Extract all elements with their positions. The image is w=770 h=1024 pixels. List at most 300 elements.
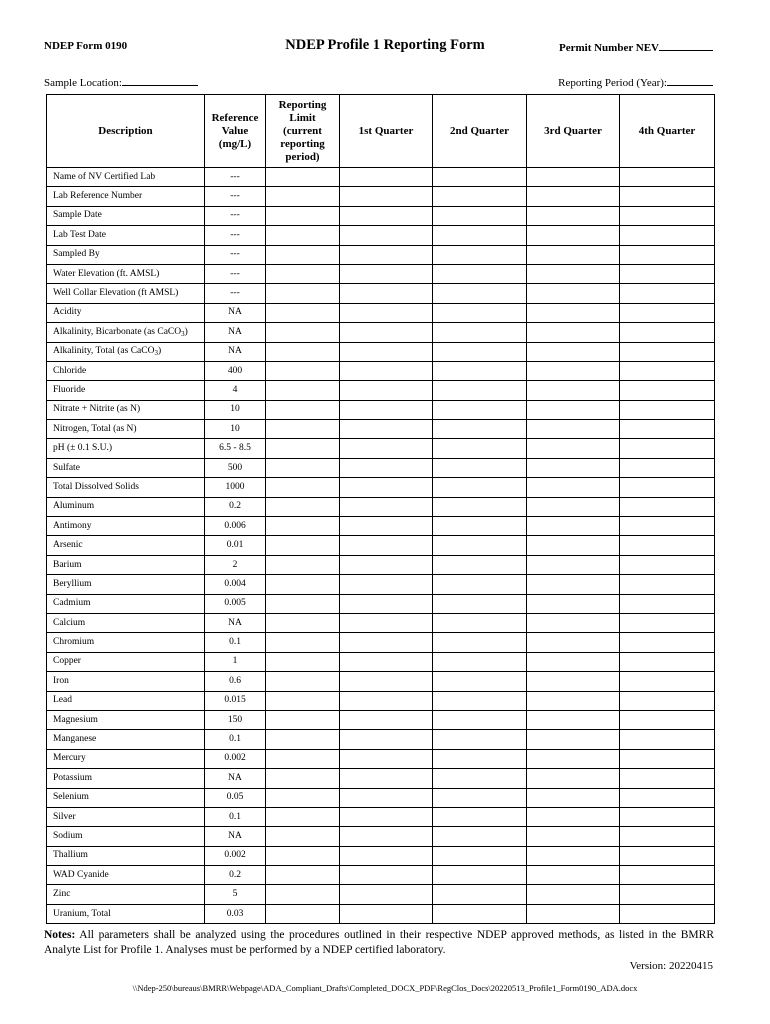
sample-location <box>44 75 198 89</box>
row-q2-cell[interactable] <box>433 807 527 826</box>
row-description-text: Beryllium <box>53 578 92 589</box>
row-q3-cell[interactable] <box>527 827 620 846</box>
row-reference-value: 1000 <box>205 478 266 497</box>
row-q2-cell[interactable] <box>433 555 527 574</box>
row-q1-cell[interactable] <box>340 904 433 923</box>
row-q1-cell[interactable] <box>340 226 433 245</box>
row-q2-cell[interactable] <box>433 381 527 400</box>
row-q1-cell[interactable] <box>340 613 433 632</box>
col-reporting-limit <box>266 95 340 168</box>
row-reporting-limit-cell[interactable] <box>266 400 340 419</box>
table-row <box>47 613 715 632</box>
row-q4-cell[interactable] <box>620 904 715 923</box>
row-q3-cell[interactable] <box>527 555 620 574</box>
row-q4-cell[interactable] <box>620 885 715 904</box>
row-reporting-limit-cell[interactable] <box>266 710 340 729</box>
row-q1-cell[interactable] <box>340 788 433 807</box>
row-q1-cell[interactable] <box>340 206 433 225</box>
row-reporting-limit-cell[interactable] <box>266 633 340 652</box>
row-q3-cell[interactable] <box>527 245 620 264</box>
col-q2: 2nd Quarter <box>433 95 527 168</box>
row-q4-cell[interactable] <box>620 439 715 458</box>
row-q2-cell[interactable] <box>433 691 527 710</box>
row-description <box>47 594 205 613</box>
row-q4-cell[interactable] <box>620 226 715 245</box>
row-description-text: Fluoride <box>53 384 86 395</box>
table-row <box>47 827 715 846</box>
row-q1-cell[interactable] <box>340 594 433 613</box>
row-q3-cell[interactable] <box>527 807 620 826</box>
row-q3-cell[interactable] <box>527 691 620 710</box>
row-q3-cell[interactable] <box>527 284 620 303</box>
row-q1-cell[interactable] <box>340 439 433 458</box>
row-description <box>47 420 205 439</box>
col-q3: 3rd Quarter <box>527 95 620 168</box>
col-reference-value-label: Reference Value (mg/L) <box>211 111 259 150</box>
row-reference-value: 0.01 <box>205 536 266 555</box>
row-reporting-limit-cell[interactable] <box>266 206 340 225</box>
row-q1-cell[interactable] <box>340 672 433 691</box>
row-q1-cell[interactable] <box>340 400 433 419</box>
row-description <box>47 458 205 477</box>
row-reporting-limit-cell[interactable] <box>266 458 340 477</box>
row-reporting-limit-cell[interactable] <box>266 904 340 923</box>
table-row <box>47 904 715 923</box>
row-description-text: Iron <box>53 675 69 686</box>
row-q4-cell[interactable] <box>620 769 715 788</box>
row-q2-cell[interactable] <box>433 866 527 885</box>
row-q4-cell[interactable] <box>620 303 715 322</box>
row-reporting-limit-cell[interactable] <box>266 672 340 691</box>
row-q3-cell[interactable] <box>527 458 620 477</box>
row-reporting-limit-cell[interactable] <box>266 323 340 342</box>
table-row <box>47 497 715 516</box>
row-q2-cell[interactable] <box>433 226 527 245</box>
row-q4-cell[interactable] <box>620 788 715 807</box>
row-q1-cell[interactable] <box>340 323 433 342</box>
permit-number <box>559 40 713 54</box>
row-q1-cell[interactable] <box>340 303 433 322</box>
row-q1-cell[interactable] <box>340 284 433 303</box>
row-q2-cell[interactable] <box>433 730 527 749</box>
row-description <box>47 361 205 380</box>
row-description <box>47 226 205 245</box>
row-description-text: Well Collar Elevation (ft AMSL) <box>53 288 179 299</box>
table-row <box>47 652 715 671</box>
row-reporting-limit-cell[interactable] <box>266 730 340 749</box>
row-q4-cell[interactable] <box>620 342 715 361</box>
row-q1-cell[interactable] <box>340 710 433 729</box>
row-q4-cell[interactable] <box>620 245 715 264</box>
row-q3-cell[interactable] <box>527 206 620 225</box>
row-reporting-limit-cell[interactable] <box>266 846 340 865</box>
row-q2-cell[interactable] <box>433 633 527 652</box>
row-q1-cell[interactable] <box>340 769 433 788</box>
table-row <box>47 846 715 865</box>
row-q4-cell[interactable] <box>620 323 715 342</box>
row-q4-cell[interactable] <box>620 710 715 729</box>
row-q3-cell[interactable] <box>527 575 620 594</box>
sample-location-label: Sample Location: <box>44 77 122 89</box>
row-q4-cell[interactable] <box>620 381 715 400</box>
row-description <box>47 575 205 594</box>
row-description <box>47 885 205 904</box>
col-reference-value <box>205 95 266 168</box>
row-reporting-limit-cell[interactable] <box>266 575 340 594</box>
row-q2-cell[interactable] <box>433 575 527 594</box>
row-q3-cell[interactable] <box>527 613 620 632</box>
row-reference-value: 500 <box>205 458 266 477</box>
row-q1-cell[interactable] <box>340 749 433 768</box>
col-q1: 1st Quarter <box>340 95 433 168</box>
row-description <box>47 400 205 419</box>
table-row <box>47 575 715 594</box>
row-q4-cell[interactable] <box>620 478 715 497</box>
row-reporting-limit-cell[interactable] <box>266 594 340 613</box>
row-q1-cell[interactable] <box>340 652 433 671</box>
row-q4-cell[interactable] <box>620 730 715 749</box>
row-reporting-limit-cell[interactable] <box>266 439 340 458</box>
row-q2-cell[interactable] <box>433 303 527 322</box>
row-reporting-limit-cell[interactable] <box>266 245 340 264</box>
row-q1-cell[interactable] <box>340 827 433 846</box>
row-q4-cell[interactable] <box>620 691 715 710</box>
row-q4-cell[interactable] <box>620 420 715 439</box>
row-q3-cell[interactable] <box>527 769 620 788</box>
row-reporting-limit-cell[interactable] <box>266 168 340 187</box>
row-q3-cell[interactable] <box>527 400 620 419</box>
row-q3-cell[interactable] <box>527 439 620 458</box>
row-q1-cell[interactable] <box>340 245 433 264</box>
row-q3-cell[interactable] <box>527 420 620 439</box>
table-row <box>47 885 715 904</box>
row-q2-cell[interactable] <box>433 420 527 439</box>
row-q1-cell[interactable] <box>340 478 433 497</box>
row-description <box>47 439 205 458</box>
row-q3-cell[interactable] <box>527 652 620 671</box>
row-description <box>47 866 205 885</box>
table-row <box>47 187 715 206</box>
row-reference-value: 0.015 <box>205 691 266 710</box>
row-reporting-limit-cell[interactable] <box>266 264 340 283</box>
row-q4-cell[interactable] <box>620 866 715 885</box>
row-reporting-limit-cell[interactable] <box>266 691 340 710</box>
row-q3-cell[interactable] <box>527 749 620 768</box>
row-q1-cell[interactable] <box>340 691 433 710</box>
row-reference-value: --- <box>205 206 266 225</box>
row-reference-value: 0.005 <box>205 594 266 613</box>
row-q2-cell[interactable] <box>433 245 527 264</box>
row-q4-cell[interactable] <box>620 652 715 671</box>
row-reporting-limit-cell[interactable] <box>266 303 340 322</box>
row-reference-value: 0.05 <box>205 788 266 807</box>
row-q3-cell[interactable] <box>527 788 620 807</box>
reporting-period <box>558 75 713 89</box>
row-q4-cell[interactable] <box>620 807 715 826</box>
row-q2-cell[interactable] <box>433 439 527 458</box>
table-row <box>47 458 715 477</box>
row-description <box>47 168 205 187</box>
row-q1-cell[interactable] <box>340 536 433 555</box>
row-q3-cell[interactable] <box>527 226 620 245</box>
table-row <box>47 226 715 245</box>
row-q1-cell[interactable] <box>340 575 433 594</box>
row-reporting-limit-cell[interactable] <box>266 187 340 206</box>
row-q4-cell[interactable] <box>620 613 715 632</box>
row-q4-cell[interactable] <box>620 264 715 283</box>
row-q3-cell[interactable] <box>527 264 620 283</box>
row-q1-cell[interactable] <box>340 730 433 749</box>
row-q1-cell[interactable] <box>340 517 433 536</box>
row-q4-cell[interactable] <box>620 361 715 380</box>
row-q2-cell[interactable] <box>433 284 527 303</box>
row-description-text: Manganese <box>53 734 97 745</box>
row-reference-value: 10 <box>205 400 266 419</box>
row-q2-cell[interactable] <box>433 478 527 497</box>
row-q4-cell[interactable] <box>620 827 715 846</box>
permit-number-field[interactable] <box>659 40 713 51</box>
row-q1-cell[interactable] <box>340 342 433 361</box>
row-reporting-limit-cell[interactable] <box>266 536 340 555</box>
row-q3-cell[interactable] <box>527 536 620 555</box>
row-description-text: Calcium <box>53 617 86 628</box>
row-q2-cell[interactable] <box>433 788 527 807</box>
row-reference-value: --- <box>205 284 266 303</box>
row-q4-cell[interactable] <box>620 575 715 594</box>
sample-location-field[interactable] <box>122 75 198 86</box>
row-q3-cell[interactable] <box>527 381 620 400</box>
row-description <box>47 769 205 788</box>
row-q2-cell[interactable] <box>433 187 527 206</box>
row-reporting-limit-cell[interactable] <box>266 885 340 904</box>
row-q2-cell[interactable] <box>433 904 527 923</box>
row-description <box>47 381 205 400</box>
row-description <box>47 245 205 264</box>
row-q3-cell[interactable] <box>527 303 620 322</box>
row-reference-value: --- <box>205 168 266 187</box>
row-reference-value: 0.1 <box>205 730 266 749</box>
row-q2-cell[interactable] <box>433 497 527 516</box>
row-q1-cell[interactable] <box>340 555 433 574</box>
row-reference-value: 0.004 <box>205 575 266 594</box>
row-q3-cell[interactable] <box>527 168 620 187</box>
row-q4-cell[interactable] <box>620 594 715 613</box>
row-q2-cell[interactable] <box>433 323 527 342</box>
row-q3-cell[interactable] <box>527 517 620 536</box>
row-q3-cell[interactable] <box>527 323 620 342</box>
table-row <box>47 749 715 768</box>
row-q2-cell[interactable] <box>433 264 527 283</box>
row-reference-value: 5 <box>205 885 266 904</box>
row-q2-cell[interactable] <box>433 749 527 768</box>
row-q2-cell[interactable] <box>433 885 527 904</box>
row-reporting-limit-cell[interactable] <box>266 827 340 846</box>
row-q4-cell[interactable] <box>620 633 715 652</box>
row-q2-cell[interactable] <box>433 710 527 729</box>
row-description-suffix: ) <box>157 346 162 357</box>
row-q3-cell[interactable] <box>527 478 620 497</box>
row-description-text: Barium <box>53 559 82 570</box>
row-description <box>47 730 205 749</box>
notes-text: All parameters shall be analyzed using the procedures outlined in their respective NDEP approved methods, as listed in the BMRR Analyte List for Profile 1. Analyses must be performed by a NDEP certified laboratory. <box>44 929 714 956</box>
row-q1-cell[interactable] <box>340 187 433 206</box>
row-q3-cell[interactable] <box>527 342 620 361</box>
row-q1-cell[interactable] <box>340 381 433 400</box>
row-q2-cell[interactable] <box>433 361 527 380</box>
row-q2-cell[interactable] <box>433 536 527 555</box>
table-row <box>47 866 715 885</box>
row-reference-value: 10 <box>205 420 266 439</box>
row-reference-value: --- <box>205 226 266 245</box>
row-reporting-limit-cell[interactable] <box>266 652 340 671</box>
table-row <box>47 381 715 400</box>
row-q3-cell[interactable] <box>527 710 620 729</box>
table-row <box>47 594 715 613</box>
row-reporting-limit-cell[interactable] <box>266 517 340 536</box>
version: Version: 20220415 <box>629 960 713 972</box>
row-description <box>47 497 205 516</box>
row-reporting-limit-cell[interactable] <box>266 381 340 400</box>
table-header-row <box>47 95 715 168</box>
reporting-period-field[interactable] <box>667 75 713 86</box>
row-reference-value: 0.1 <box>205 807 266 826</box>
row-q4-cell[interactable] <box>620 168 715 187</box>
row-description <box>47 613 205 632</box>
row-description <box>47 652 205 671</box>
row-q3-cell[interactable] <box>527 846 620 865</box>
row-q4-cell[interactable] <box>620 672 715 691</box>
row-reference-value: 1 <box>205 652 266 671</box>
row-description <box>47 187 205 206</box>
row-description-text: Uranium, Total <box>53 908 111 919</box>
row-q2-cell[interactable] <box>433 672 527 691</box>
row-q4-cell[interactable] <box>620 206 715 225</box>
row-q4-cell[interactable] <box>620 497 715 516</box>
row-reporting-limit-cell[interactable] <box>266 807 340 826</box>
row-q1-cell[interactable] <box>340 885 433 904</box>
row-q4-cell[interactable] <box>620 517 715 536</box>
row-q2-cell[interactable] <box>433 206 527 225</box>
row-description-suffix: ) <box>184 326 188 337</box>
row-description-text: Chromium <box>53 637 95 648</box>
row-reporting-limit-cell[interactable] <box>266 866 340 885</box>
row-q1-cell[interactable] <box>340 361 433 380</box>
row-q3-cell[interactable] <box>527 633 620 652</box>
row-reference-value: 0.03 <box>205 904 266 923</box>
row-reference-value: 400 <box>205 361 266 380</box>
row-q4-cell[interactable] <box>620 187 715 206</box>
table-row <box>47 478 715 497</box>
row-description-text: Potassium <box>53 772 93 783</box>
row-q2-cell[interactable] <box>433 168 527 187</box>
table-row <box>47 691 715 710</box>
row-q1-cell[interactable] <box>340 807 433 826</box>
form-number: NDEP Form 0190 <box>44 40 128 52</box>
row-reporting-limit-cell[interactable] <box>266 478 340 497</box>
row-reporting-limit-cell[interactable] <box>266 284 340 303</box>
table-row <box>47 807 715 826</box>
row-description <box>47 807 205 826</box>
row-description-text: Sampled By <box>53 249 100 260</box>
row-q2-cell[interactable] <box>433 342 527 361</box>
row-q2-cell[interactable] <box>433 517 527 536</box>
row-q4-cell[interactable] <box>620 555 715 574</box>
row-q2-cell[interactable] <box>433 613 527 632</box>
row-q2-cell[interactable] <box>433 594 527 613</box>
row-q3-cell[interactable] <box>527 672 620 691</box>
row-description <box>47 672 205 691</box>
row-q4-cell[interactable] <box>620 284 715 303</box>
row-q4-cell[interactable] <box>620 846 715 865</box>
row-q4-cell[interactable] <box>620 749 715 768</box>
row-q3-cell[interactable] <box>527 187 620 206</box>
row-reporting-limit-cell[interactable] <box>266 226 340 245</box>
row-q3-cell[interactable] <box>527 594 620 613</box>
row-reporting-limit-cell[interactable] <box>266 497 340 516</box>
row-reporting-limit-cell[interactable] <box>266 342 340 361</box>
file-path: \\Ndep-250\bureaus\BMRR\Webpage\ADA_Compliant_Drafts\Completed_DOCX_PDF\RegClos_Docs\20220513_Profile1_Form0190_ADA.docx <box>132 983 638 993</box>
row-reporting-limit-cell[interactable] <box>266 749 340 768</box>
row-reporting-limit-cell[interactable] <box>266 420 340 439</box>
row-q2-cell[interactable] <box>433 458 527 477</box>
row-q2-cell[interactable] <box>433 846 527 865</box>
row-description-text: Arsenic <box>53 540 83 551</box>
row-q3-cell[interactable] <box>527 730 620 749</box>
table-row <box>47 439 715 458</box>
row-q4-cell[interactable] <box>620 400 715 419</box>
col-description: Description <box>47 95 205 168</box>
row-description <box>47 284 205 303</box>
row-q1-cell[interactable] <box>340 497 433 516</box>
row-q3-cell[interactable] <box>527 904 620 923</box>
table-row <box>47 168 715 187</box>
row-q1-cell[interactable] <box>340 168 433 187</box>
row-description <box>47 904 205 923</box>
row-q1-cell[interactable] <box>340 633 433 652</box>
row-q1-cell[interactable] <box>340 846 433 865</box>
row-q1-cell[interactable] <box>340 866 433 885</box>
row-reporting-limit-cell[interactable] <box>266 613 340 632</box>
row-reporting-limit-cell[interactable] <box>266 788 340 807</box>
col-reporting-limit-label: Reporting Limit (current reporting period) <box>278 98 327 163</box>
row-q3-cell[interactable] <box>527 885 620 904</box>
row-reporting-limit-cell[interactable] <box>266 361 340 380</box>
row-description <box>47 264 205 283</box>
row-q1-cell[interactable] <box>340 420 433 439</box>
row-q3-cell[interactable] <box>527 497 620 516</box>
row-reference-value: 2 <box>205 555 266 574</box>
row-q2-cell[interactable] <box>433 652 527 671</box>
row-reporting-limit-cell[interactable] <box>266 769 340 788</box>
row-description-text: pH (± 0.1 S.U.) <box>53 443 113 454</box>
row-q3-cell[interactable] <box>527 866 620 885</box>
row-q1-cell[interactable] <box>340 264 433 283</box>
row-reference-value: NA <box>205 827 266 846</box>
row-reference-value: 0.002 <box>205 749 266 768</box>
row-q2-cell[interactable] <box>433 769 527 788</box>
table-row <box>47 245 715 264</box>
row-q4-cell[interactable] <box>620 458 715 477</box>
row-q3-cell[interactable] <box>527 361 620 380</box>
table-row <box>47 284 715 303</box>
row-q1-cell[interactable] <box>340 458 433 477</box>
row-q4-cell[interactable] <box>620 536 715 555</box>
row-description <box>47 633 205 652</box>
row-reporting-limit-cell[interactable] <box>266 555 340 574</box>
row-q2-cell[interactable] <box>433 827 527 846</box>
row-q2-cell[interactable] <box>433 400 527 419</box>
row-description-text: Lead <box>53 695 72 706</box>
